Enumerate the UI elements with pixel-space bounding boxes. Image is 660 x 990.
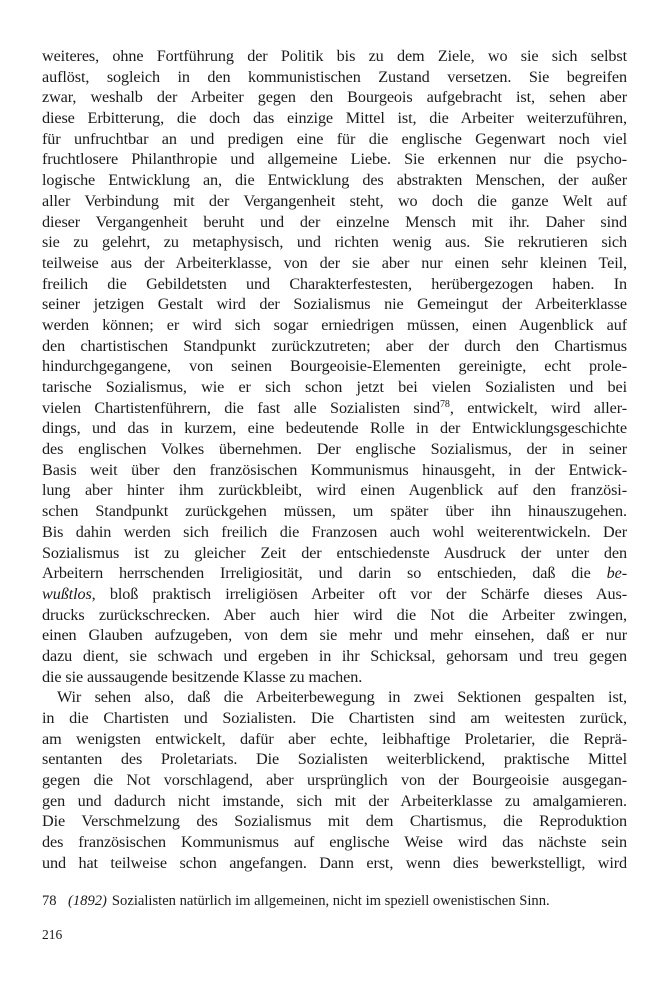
- text-line: sentanten des Proletariats. Die Sozialisten weiterblickend, praktische Mittel: [42, 750, 627, 769]
- text-line: werden können; er wird sich sogar erniedrigen müssen, einen Augenblick auf: [42, 315, 627, 334]
- text-line: [42, 563, 627, 584]
- text-line: Bis dahin werden sich freilich die Franzosen auch wohl weiterentwickeln. Der: [42, 522, 627, 541]
- text-line: dieser Vergangenheit beruht und der einzelne Mensch mit ihr. Daher sind: [42, 212, 627, 231]
- text-line: Basis weit über den französischen Kommunismus hinausgeht, in der Entwick-: [42, 460, 627, 479]
- text-line: freilich die Gebildetsten und Charakterfestesten, herübergezogen haben. In: [42, 274, 627, 293]
- footnote-text: [68, 892, 550, 910]
- text-line: tarische Sozialismus, wie er sich schon jetzt bei vielen Sozialisten und bei: [42, 378, 627, 396]
- text-line: teilweise aus der Arbeiterklasse, von der sie aber nur einen sehr kleinen Teil,: [42, 253, 627, 272]
- text-line: gen und dadurch nicht imstande, sich mit der Arbeiterklasse zu amalgamieren.: [42, 791, 627, 810]
- text-segment: bloß praktisch irreligiösen Arbeiter oft vor der Schärfe dieses Aus-: [95, 584, 627, 603]
- text-line: aller Verbindung mit der Vergangenheit steht, wo doch die ganze Welt auf: [42, 191, 627, 210]
- text-line: seiner jetzigen Gestalt wird der Sozialismus nie Gemeingut der Arbeiterklasse: [42, 295, 627, 314]
- text-line: [42, 584, 627, 605]
- page-number: 216: [42, 926, 63, 942]
- text-line: des französischen Kommunismus auf englische Weise wird das nächste sein: [42, 833, 627, 852]
- text-line: auflöst, sogleich in den kommunistischen Zustand versetzen. Sie begreifen: [42, 67, 627, 86]
- text-line: logische Entwicklung an, die Entwicklung des abstrakten Menschen, der außer: [42, 171, 627, 190]
- text-line: Sozialismus ist zu gleicher Zeit der entschiedenste Ausdruck der unter den: [42, 543, 627, 562]
- text-line: des englischen Volkes übernehmen. Der englische Sozialismus, der in seiner: [42, 440, 627, 459]
- footnote-year-marker: (1892): [68, 892, 107, 909]
- text-line: den chartistischen Standpunkt zurückzutreten; aber der durch den Chartismus: [42, 336, 627, 355]
- paragraph: [42, 687, 627, 873]
- footnote-body-text: Sozialisten natürlich im allgemeinen, nicht im speziell owenistischen Sinn.: [111, 892, 550, 909]
- text-line: für unfruchtbar an und predigen eine für die englische Gegenwart noch viel: [42, 129, 627, 148]
- text-line: weiteres, ohne Fortführung der Politik bis zu dem Ziele, wo sie sich selbst: [42, 47, 627, 65]
- text-line: und hat teilweise schon angefangen. Dann erst, wenn dies bewerkstelligt, wird: [42, 853, 627, 872]
- paragraph: [42, 46, 627, 687]
- text-line: [42, 398, 627, 419]
- text-line: hindurchgegangene, von seinen Bourgeoisie-Elementen gereinigte, echt prole-: [42, 357, 627, 376]
- text-line: gegen die Not vorschlagend, aber ursprünglich von der Bourgeoisie ausgegan-: [42, 771, 627, 790]
- text-line: zwar, weshalb der Arbeiter gegen den Bourgeois aufgebracht ist, sehen aber: [42, 88, 627, 107]
- text-segment: vielen Chartistenführern, die fast alle Sozialisten sind: [42, 398, 441, 417]
- text-line: lung aber hinter ihm zurückbleibt, wird einen Augenblick auf den französi-: [42, 481, 627, 500]
- text-segment: Arbeitern herrschenden Irreligiosität, und darin so entschieden, daß die: [42, 564, 607, 583]
- footnote: [42, 892, 627, 910]
- body-text: [42, 46, 627, 874]
- text-line: drucks zurückschrecken. Aber auch hier wird die Not die Arbeiter zwingen,: [42, 605, 627, 624]
- text-segment: wußtlos,: [42, 584, 96, 603]
- text-line: sie zu gelehrt, zu metaphysisch, und richten wenig aus. Sie rekrutieren sich: [42, 233, 627, 252]
- text-line: am wenigsten entwickelt, dafür aber echte, leibhaftige Proletarier, die Reprä-: [42, 729, 627, 748]
- text-line: Wir sehen also, daß die Arbeiterbewegung in zwei Sektionen gespalten ist,: [57, 688, 627, 707]
- text-line: diese Erbitterung, die doch das einzige Mittel ist, die Arbeiter weiterzuführen,: [42, 109, 627, 128]
- text-segment: be-: [606, 564, 627, 583]
- text-line: dazu dient, sie schwach und ergeben in ihr Schicksal, gehorsam und treu gegen: [42, 646, 627, 665]
- text-line: die sie aussaugende besitzende Klasse zu machen.: [42, 667, 363, 686]
- text-line: in die Chartisten und Sozialisten. Die Chartisten sind am weitesten zurück,: [42, 709, 627, 727]
- text-line: schen Standpunkt zurückgehen müssen, um später über ihn hinauszugehen.: [42, 502, 627, 521]
- text-line: fruchtlosere Philanthropie und allgemeine Liebe. Sie erkennen nur die psycho-: [42, 150, 627, 169]
- text-line: einen Glauben aufzugeben, von dem sie mehr und mehr einsehen, daß er nur: [42, 626, 627, 645]
- text-line: dings, und das in kurzem, eine bedeutende Rolle in der Entwicklungsgeschichte: [42, 419, 627, 438]
- footnote-number: 78: [42, 892, 57, 909]
- text-segment: , entwickelt, wird aller-: [449, 398, 627, 417]
- text-line: Die Verschmelzung des Sozialismus mit dem Chartismus, die Reproduktion: [42, 812, 627, 831]
- footnote-ref: 78: [440, 398, 450, 410]
